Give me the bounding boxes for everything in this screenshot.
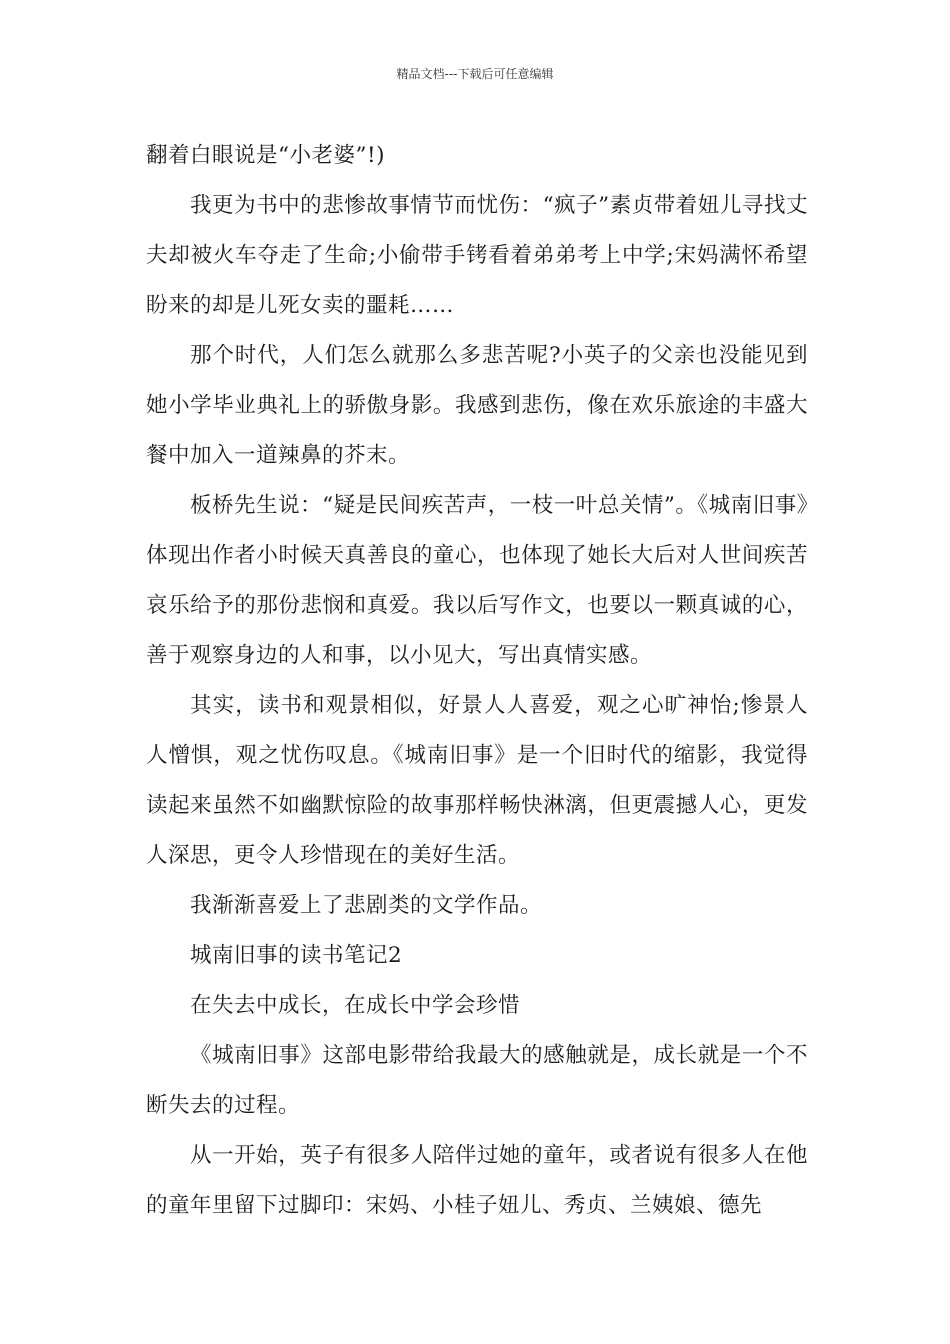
paragraph: 那个时代，人们怎么就那么多悲苦呢?小英子的父亲也没能见到她小学毕业典礼上的骄傲身影。我感到悲伤，像在欢乐旅途的丰盛大餐中加入一道辣鼻的芥末。 [146, 343, 808, 468]
paragraph: 我渐渐喜爱上了悲剧类的文学作品。 [190, 893, 543, 918]
paragraph: 《城南旧事》这部电影带给我最大的感触就是，成长就是一个不断失去的过程。 [146, 1043, 808, 1118]
page-header: 精品文档---下载后可任意编辑 [396, 67, 554, 81]
paragraph: 从一开始，英子有很多人陪伴过她的童年，或者说有很多人在他的童年里留下过脚印：宋妈、小桂子妞儿、秀贞、兰姨娘、德先 [146, 1143, 808, 1218]
section-title: 城南旧事的读书笔记2 [190, 943, 403, 968]
paragraph: 板桥先生说：“疑是民间疾苦声，一枝一叶总关情”。《城南旧事》体现出作者小时候天真善良的童心，也体现了她长大后对人世间疾苦哀乐给予的那份悲悯和真爱。我以后写作文，也要以一颗真诚的心，善于观察身边的人和事，以小见大，写出真情实感。 [146, 493, 808, 668]
section-subtitle: 在失去中成长，在成长中学会珍惜 [190, 993, 521, 1018]
paragraph: 其实，读书和观景相似，好景人人喜爱，观之心旷神怡;惨景人人憎惧，观之忧伤叹息。《城南旧事》是一个旧时代的缩影，我觉得读起来虽然不如幽默惊险的故事那样畅快淋漓，但更震撼人心，更发人深思，更令人珍惜现在的美好生活。 [146, 693, 808, 868]
document-body [146, 131, 808, 1231]
paragraph: 翻着白眼说是“小老婆”!) [146, 143, 386, 168]
paragraph: 我更为书中的悲惨故事情节而忧伤：“疯子”素贞带着妞儿寻找丈夫却被火车夺走了生命;小偷带手铐看着弟弟考上中学;宋妈满怀希望盼来的却是儿死女卖的噩耗…… [146, 193, 808, 318]
